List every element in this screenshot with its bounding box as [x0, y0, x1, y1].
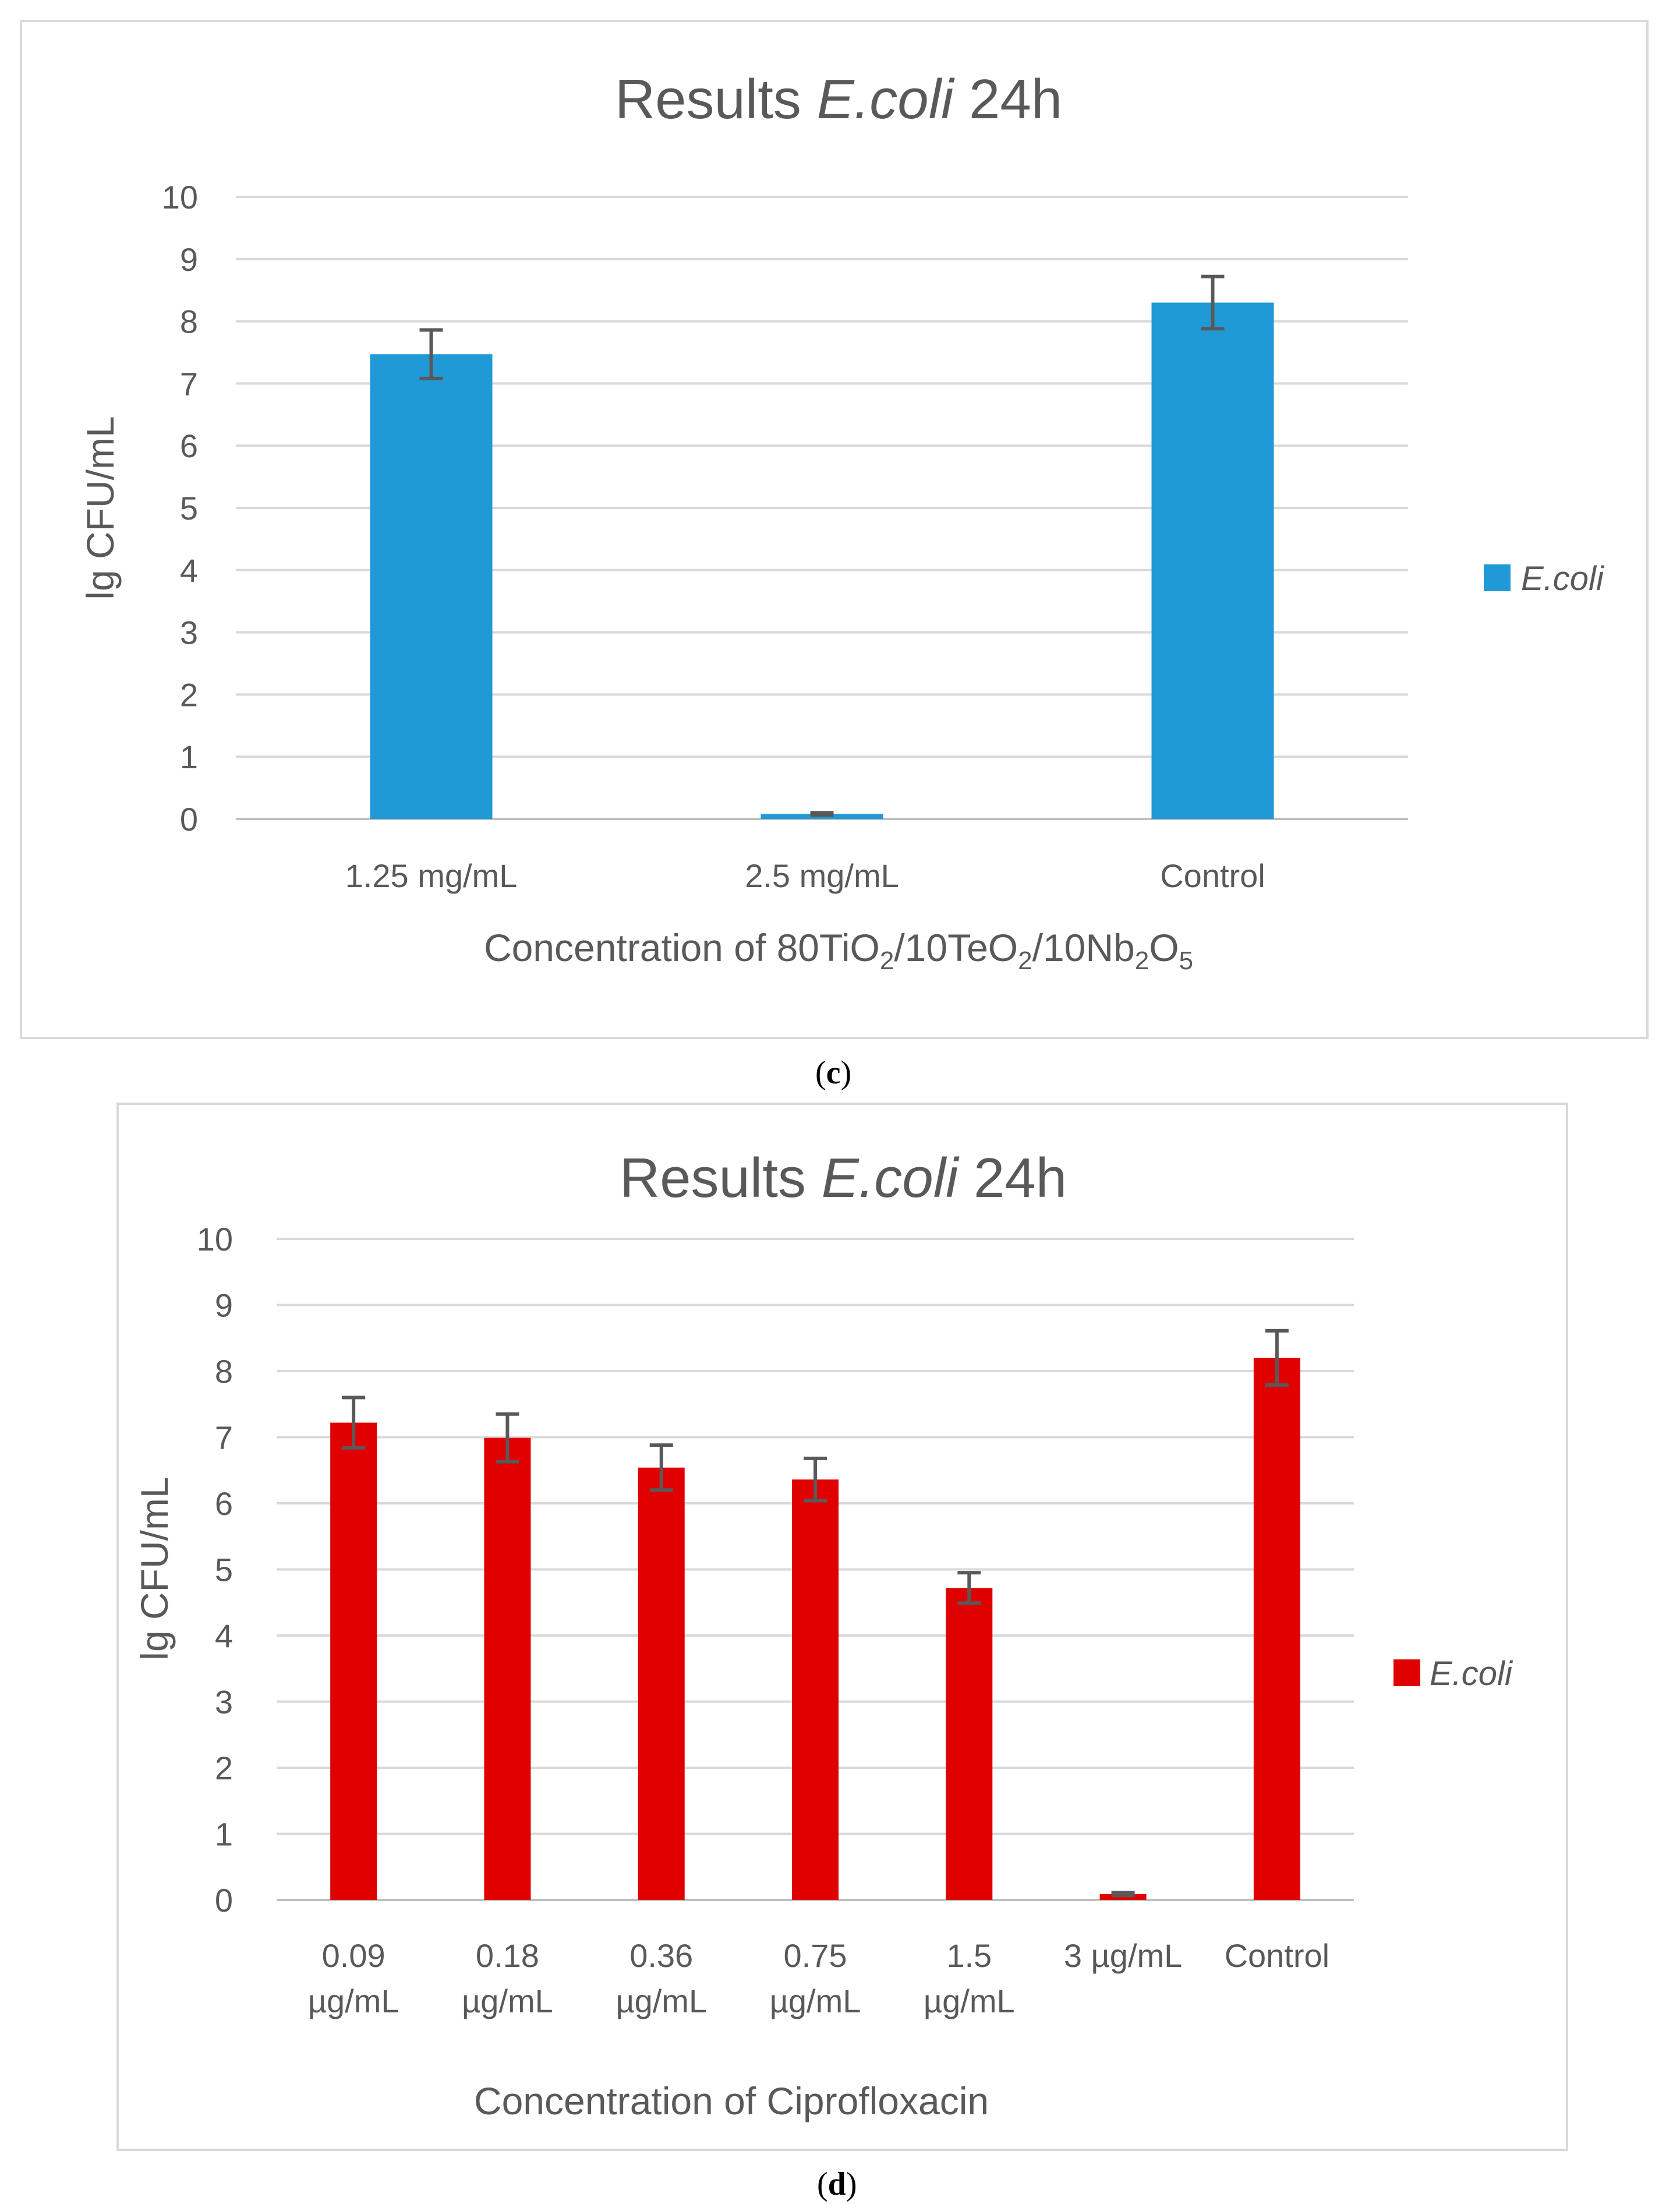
bar [1254, 1358, 1300, 1900]
y-tick-label: 4 [214, 1617, 233, 1654]
y-tick-label: 2 [179, 676, 198, 714]
y-tick-label: 3 [214, 1683, 233, 1721]
y-tick-label: 9 [179, 241, 198, 278]
chart-title: Results E.coli 24h [619, 1147, 1067, 1209]
y-tick-label: 8 [179, 303, 198, 340]
x-tick-label: 0.18 [475, 1937, 539, 1974]
y-tick-label: 5 [214, 1551, 233, 1588]
x-tick-label: 0.75 [783, 1937, 847, 1974]
bar [330, 1423, 377, 1900]
x-tick-label: Control [1224, 1937, 1330, 1974]
y-axis-label: lg CFU/mL [133, 1477, 176, 1661]
x-tick-label: µg/mL [769, 1983, 861, 2019]
x-tick-label: Control [1160, 857, 1265, 894]
bar [792, 1479, 839, 1900]
y-axis-label: lg CFU/mL [79, 416, 122, 600]
caption-c: (c) [815, 1055, 852, 1091]
legend-label: E.coli [1430, 1655, 1512, 1693]
x-tick-label: 3 µg/mL [1063, 1937, 1183, 1974]
x-tick-label: 2.5 mg/mL [745, 857, 899, 894]
y-tick-label: 2 [214, 1750, 233, 1786]
y-tick-label: 6 [214, 1485, 233, 1522]
legend-label: E.coli [1521, 560, 1604, 598]
y-tick-label: 10 [196, 1221, 233, 1258]
x-tick-label: µg/mL [616, 1983, 708, 2019]
y-tick-label: 9 [214, 1287, 233, 1324]
x-tick-label: µg/mL [923, 1983, 1015, 2019]
x-tick-label: µg/mL [462, 1983, 553, 2019]
chart-title: Results E.coli 24h [614, 68, 1063, 130]
x-axis-label: Concentration of Ciprofloxacin [473, 2079, 989, 2122]
bar [638, 1468, 685, 1900]
y-tick-label: 7 [214, 1419, 233, 1456]
y-tick-label: 5 [179, 490, 198, 527]
y-tick-label: 7 [179, 365, 198, 402]
y-tick-label: 0 [214, 1882, 233, 1919]
x-tick-label: 1.25 mg/mL [345, 857, 518, 894]
y-tick-label: 0 [179, 801, 198, 838]
y-tick-label: 4 [179, 552, 198, 589]
bar [484, 1438, 530, 1900]
y-tick-label: 1 [214, 1816, 233, 1853]
caption-d: (d) [817, 2166, 857, 2202]
x-tick-label: 0.09 [321, 1937, 385, 1974]
legend-swatch [1393, 1659, 1420, 1686]
y-tick-label: 8 [214, 1353, 233, 1390]
y-tick-label: 10 [161, 179, 198, 216]
x-tick-label: µg/mL [307, 1983, 399, 2019]
y-tick-label: 3 [179, 614, 198, 651]
x-axis-label: Concentration of $80TiO_2/10TeO_2/10Nb_2O_5$ [483, 926, 1194, 975]
x-tick-label: 0.36 [629, 1937, 694, 1974]
y-tick-label: 6 [179, 428, 198, 465]
y-tick-label: 1 [179, 739, 198, 776]
x-tick-label: 1.5 [946, 1937, 992, 1974]
bar [946, 1588, 992, 1900]
